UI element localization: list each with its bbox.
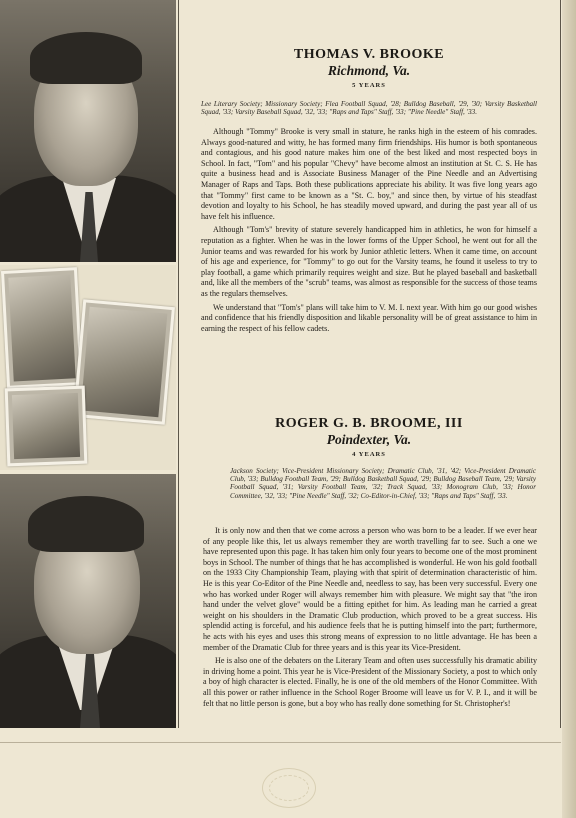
school-seal-watermark bbox=[262, 768, 316, 808]
student-hometown: Richmond, Va. bbox=[327, 63, 411, 78]
page-edge-rule bbox=[560, 0, 561, 728]
years-attended: 4 YEARS bbox=[352, 451, 386, 458]
years-attended: 5 YEARS bbox=[352, 82, 386, 89]
portrait-thomas-brooke bbox=[0, 0, 176, 262]
biography bbox=[201, 127, 537, 337]
activities-list: Lee Literary Society; Missionary Society; Flea Football Squad, '28; Bulldog Baseball, '29, '30; Varsity Basketball Squad, '33; Varsity Baseball Squad, '32, '33; "Raps and Taps" Staff, '33; "Pine Needle" Staff, '33. bbox=[201, 100, 537, 117]
activities-list: Jackson Society; Vice-President Missionary Society; Dramatic Club, '31, '42; Vice-President Dramatic Club, '33; Bulldog Football Team, '29; Bulldog Basketball Squad, '29; Bulldog Baseball Team, '29; Varsity Football Squad, '31; Varsity Football Team, '32; Track Squad, '33; Monogram Club, '33; Honor Committee, '32, '33; "Pine Needle" Staff, '32; Co-Editor-in-Chief, '33; "Raps and Taps" Staff, '33. bbox=[230, 467, 536, 500]
bio-paragraph: Although "Tommy" Brooke is very small in stature, he ranks high in the esteem of his comrades. Always good-natured and witty, he has formed many firm friendships. His humor is both spontaneous and contagious, and his good nature makes him one of the best liked and most respected boys in School. In fact, "Tom" and his popular "Chevy" have become almost an institution at St. C. S. He has quite a business head and is Associate Business Manager of the Pine Needle and an Advertising Manager of Raps and Taps. Both these publications appreciate his ability. It was five long years ago that "Tommy" first came to be known as a "St. C. boy," and since then, by virtue of his steadfast devotion and loyalty to his School, he has steadily moved upward, and during the past year all of us have felt his influence. bbox=[201, 127, 537, 221]
bio-paragraph: Although "Tom's" brevity of stature severely handicapped him in athletics, he won for himself a reputation as a fighter. When he was in the lower forms of the Upper School, he went out for all the Junior teams and was rewarded for his work by Junior athletic letters. When it came time, on account of his age and experience, for "Tommy" to go out for the Varsity teams, he found it useless to try to play football, a game which primarily requires weight and size. But he played baseball and basketball and, like all the members of the "scrub" teams, was almost as responsible for the success of those teams as the regulars themselves. bbox=[201, 225, 537, 298]
student-hometown: Poindexter, Va. bbox=[326, 432, 412, 447]
column-rule bbox=[178, 0, 179, 728]
biography bbox=[203, 526, 537, 712]
bio-paragraph: It is only now and then that we come across a person who was born to be a leader. If we ever hear of any people like this, let us always remember they are worth travelling far to see. Such a one we have represented upon this page. It has taken him only four years to become one of the most prominent boys in School. The number of things that he has accomplished is wonderful. He won his gold football on the 1933 City Championship Team, playing with that spirit of determination characteristic of him. He is this year Co-Editor of the Pine Needle and, needless to say, has been very successful. Every one who has worked under Roger will always remember him with pleasure. We might say that "the iron hand under the velvet glove" would be a fitting epithet for him. As leading man he carried a great weight on his shoulders in the Dramatic Club production, which proved to be a great success. His splendid acting is forceful, and his audience feels that he is putting himself into the part; furthermore, he acts with his eyes and uses this strong means of expression to no little advantage. He has been a member of the Dramatic Club for three years and is this year its Vice-President. bbox=[203, 526, 537, 652]
snapshot-photo bbox=[73, 299, 175, 425]
bio-paragraph: He is also one of the debaters on the Literary Team and often uses successfully his dramatic ability in driving home a point. This year he is Vice-President of the Missionary Society, a post to which only a boy of high character is elected. Finally, he is one of the old members of the Honor Committee. With all this power or rather influence in the School Roger Broome will leave us for V. P. I., and it will be felt that no little person is gone, but a boy who has really done something for St. Christopher's! bbox=[203, 656, 537, 708]
snapshot-photo bbox=[5, 386, 88, 467]
portrait-roger-broome bbox=[0, 474, 176, 728]
page-edge bbox=[562, 0, 576, 818]
student-name: ROGER G. B. BROOME, III bbox=[275, 416, 463, 431]
student-name: THOMAS V. BROOKE bbox=[293, 47, 445, 62]
bottom-rule bbox=[0, 742, 561, 743]
snapshot-photo bbox=[1, 267, 83, 389]
snapshot-collage bbox=[0, 265, 176, 470]
bio-paragraph: We understand that "Tom's" plans will take him to V. M. I. next year. With him go our good wishes and confidence that his friendly disposition and likable personality will be of great assistance to him in earning the respect of his fellow cadets. bbox=[201, 302, 537, 333]
